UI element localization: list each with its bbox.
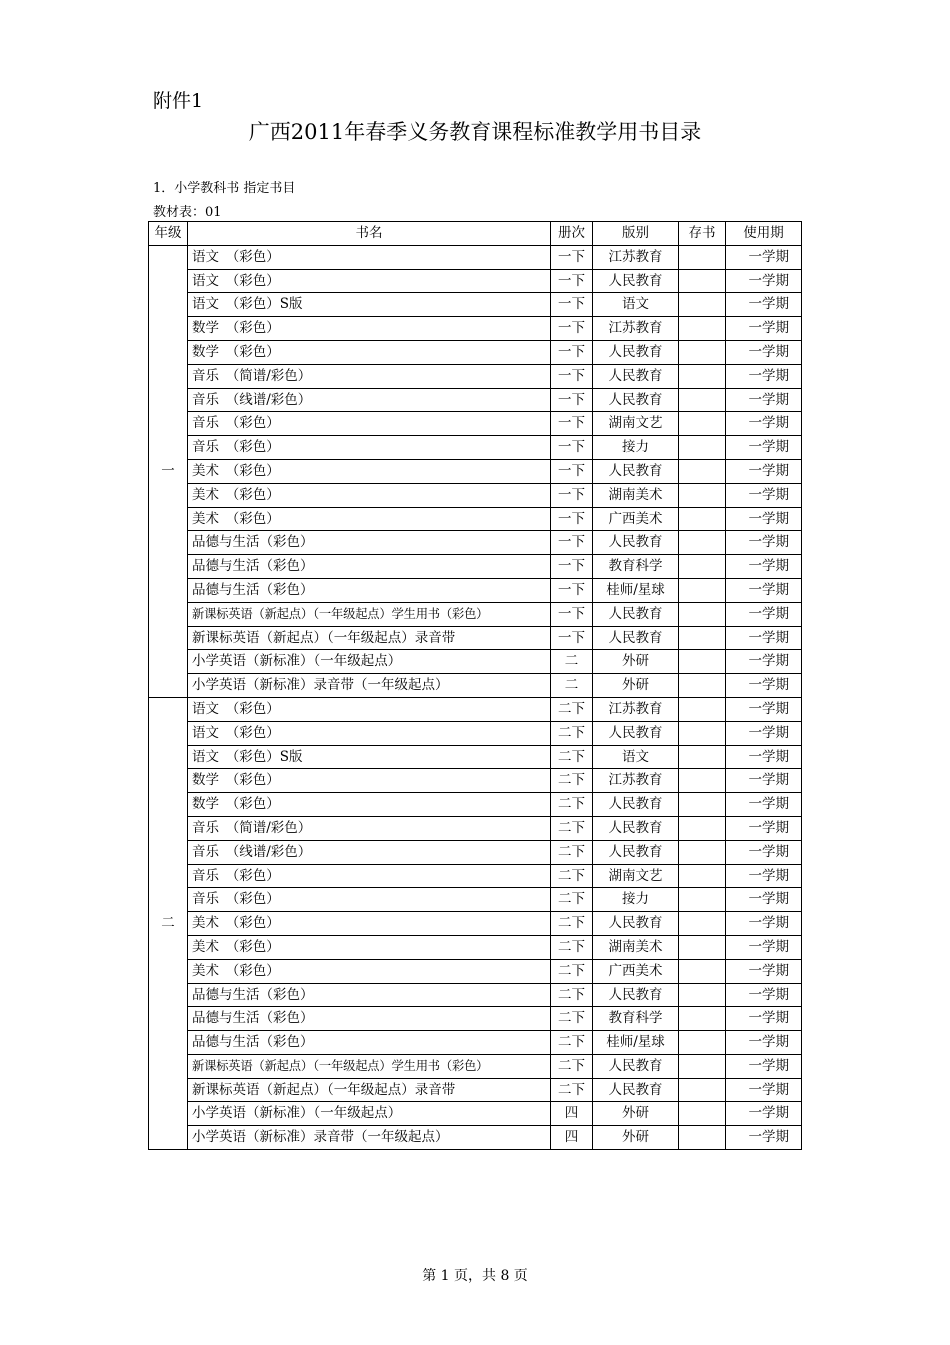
table-row [149, 436, 802, 460]
table-row [149, 959, 802, 983]
book-title-cell: 新课标英语（新起点）（一年级起点）学生用书（彩色） [188, 602, 551, 626]
table-row [149, 935, 802, 959]
publisher-cell: 接力 [593, 888, 679, 912]
book-title-cell: 小学英语（新标准）（一年级起点） [188, 1102, 551, 1126]
usage-period-cell: 一学期 [726, 721, 802, 745]
book-title-cell: 数学 （彩色） [188, 769, 551, 793]
stock-cell [679, 293, 726, 317]
publisher-cell: 广西美术 [593, 959, 679, 983]
book-title-cell: 美术 （彩色） [188, 935, 551, 959]
stock-cell [679, 959, 726, 983]
usage-period-cell: 一学期 [726, 412, 802, 436]
publisher-cell: 湖南美术 [593, 483, 679, 507]
book-title-cell: 音乐 （简谱/彩色） [188, 364, 551, 388]
publisher-cell: 人民教育 [593, 816, 679, 840]
stock-cell [679, 1078, 726, 1102]
publisher-cell: 人民教育 [593, 793, 679, 817]
stock-cell [679, 364, 726, 388]
volume-cell: 一下 [551, 602, 593, 626]
table-row [149, 388, 802, 412]
book-title-cell: 音乐 （彩色） [188, 412, 551, 436]
stock-cell [679, 697, 726, 721]
publisher-cell: 人民教育 [593, 1054, 679, 1078]
usage-period-cell: 一学期 [726, 436, 802, 460]
column-header-period: 使用期 [726, 222, 802, 246]
volume-cell: 一下 [551, 388, 593, 412]
publisher-cell: 人民教育 [593, 721, 679, 745]
stock-cell [679, 650, 726, 674]
textbook-table [148, 221, 802, 1150]
stock-cell [679, 793, 726, 817]
table-row [149, 912, 802, 936]
book-title-cell: 美术 （彩色） [188, 507, 551, 531]
publisher-cell: 教育科学 [593, 1007, 679, 1031]
table-row [149, 864, 802, 888]
usage-period-cell: 一学期 [726, 483, 802, 507]
usage-period-cell: 一学期 [726, 697, 802, 721]
publisher-cell: 人民教育 [593, 531, 679, 555]
book-title-cell: 品德与生活（彩色） [188, 555, 551, 579]
stock-cell [679, 245, 726, 269]
usage-period-cell: 一学期 [726, 459, 802, 483]
column-header-volume: 册次 [551, 222, 593, 246]
stock-cell [679, 674, 726, 698]
usage-period-cell: 一学期 [726, 959, 802, 983]
volume-cell: 二下 [551, 721, 593, 745]
publisher-cell: 人民教育 [593, 388, 679, 412]
usage-period-cell: 一学期 [726, 1126, 802, 1150]
book-title-cell: 音乐 （彩色） [188, 864, 551, 888]
publisher-cell: 外研 [593, 650, 679, 674]
grade-cell: 一 [149, 245, 188, 697]
usage-period-cell: 一学期 [726, 317, 802, 341]
table-row [149, 745, 802, 769]
volume-cell: 一下 [551, 340, 593, 364]
usage-period-cell: 一学期 [726, 602, 802, 626]
publisher-cell: 人民教育 [593, 840, 679, 864]
stock-cell [679, 269, 726, 293]
book-title-cell: 语文 （彩色）S版 [188, 745, 551, 769]
column-header-title: 书名 [188, 222, 551, 246]
stock-cell [679, 459, 726, 483]
stock-cell [679, 1102, 726, 1126]
table-row [149, 1054, 802, 1078]
book-title-cell: 语文 （彩色） [188, 269, 551, 293]
table-row [149, 1078, 802, 1102]
table-row [149, 1007, 802, 1031]
publisher-cell: 人民教育 [593, 1078, 679, 1102]
attachment-label: 附件1 [153, 90, 204, 112]
book-title-cell: 语文 （彩色） [188, 697, 551, 721]
book-title-cell: 小学英语（新标准）录音带（一年级起点） [188, 1126, 551, 1150]
table-row [149, 816, 802, 840]
volume-cell: 一下 [551, 364, 593, 388]
volume-cell: 二下 [551, 840, 593, 864]
stock-cell [679, 745, 726, 769]
usage-period-cell: 一学期 [726, 1102, 802, 1126]
volume-cell: 二下 [551, 769, 593, 793]
usage-period-cell: 一学期 [726, 293, 802, 317]
stock-cell [679, 888, 726, 912]
usage-period-cell: 一学期 [726, 364, 802, 388]
table-row [149, 364, 802, 388]
column-header-publisher: 版别 [593, 222, 679, 246]
table-row [149, 1102, 802, 1126]
table-row [149, 555, 802, 579]
volume-cell: 二 [551, 650, 593, 674]
usage-period-cell: 一学期 [726, 912, 802, 936]
table-row [149, 793, 802, 817]
book-title-cell: 品德与生活（彩色） [188, 1007, 551, 1031]
usage-period-cell: 一学期 [726, 888, 802, 912]
publisher-cell: 外研 [593, 1102, 679, 1126]
publisher-cell: 接力 [593, 436, 679, 460]
table-row [149, 531, 802, 555]
usage-period-cell: 一学期 [726, 864, 802, 888]
column-header-grade: 年级 [149, 222, 188, 246]
volume-cell: 一下 [551, 483, 593, 507]
stock-cell [679, 388, 726, 412]
stock-cell [679, 507, 726, 531]
stock-cell [679, 816, 726, 840]
usage-period-cell: 一学期 [726, 674, 802, 698]
usage-period-cell: 一学期 [726, 793, 802, 817]
table-row [149, 602, 802, 626]
table-row [149, 412, 802, 436]
page-number: 第 1 页，共 8 页 [422, 1268, 528, 1284]
book-title-cell: 品德与生活（彩色） [188, 983, 551, 1007]
volume-cell: 一下 [551, 317, 593, 341]
volume-cell: 一下 [551, 293, 593, 317]
stock-cell [679, 555, 726, 579]
table-header-row [149, 222, 802, 246]
table-row [149, 697, 802, 721]
stock-cell [679, 912, 726, 936]
stock-cell [679, 412, 726, 436]
grade-cell: 二 [149, 697, 188, 1149]
book-title-cell: 音乐 （线谱/彩色） [188, 840, 551, 864]
volume-cell: 二下 [551, 864, 593, 888]
usage-period-cell: 一学期 [726, 816, 802, 840]
volume-cell: 一下 [551, 507, 593, 531]
book-title-cell: 音乐 （简谱/彩色） [188, 816, 551, 840]
volume-cell: 一下 [551, 269, 593, 293]
book-title-cell: 品德与生活（彩色） [188, 578, 551, 602]
publisher-cell: 人民教育 [593, 983, 679, 1007]
stock-cell [679, 864, 726, 888]
book-title-cell: 品德与生活（彩色） [188, 1031, 551, 1055]
book-title-cell: 音乐 （彩色） [188, 888, 551, 912]
table-row [149, 245, 802, 269]
publisher-cell: 湖南文艺 [593, 412, 679, 436]
table-row [149, 721, 802, 745]
publisher-cell: 人民教育 [593, 364, 679, 388]
usage-period-cell: 一学期 [726, 983, 802, 1007]
publisher-cell: 语文 [593, 745, 679, 769]
usage-period-cell: 一学期 [726, 1031, 802, 1055]
volume-cell: 二下 [551, 1078, 593, 1102]
table-row [149, 1031, 802, 1055]
book-title-cell: 新课标英语（新起点）（一年级起点）学生用书（彩色） [188, 1054, 551, 1078]
usage-period-cell: 一学期 [726, 555, 802, 579]
publisher-cell: 人民教育 [593, 626, 679, 650]
book-title-cell: 美术 （彩色） [188, 959, 551, 983]
table-row [149, 888, 802, 912]
volume-cell: 一下 [551, 555, 593, 579]
volume-cell: 二下 [551, 983, 593, 1007]
stock-cell [679, 602, 726, 626]
book-title-cell: 小学英语（新标准）（一年级起点） [188, 650, 551, 674]
volume-cell: 一下 [551, 412, 593, 436]
volume-cell: 二下 [551, 816, 593, 840]
usage-period-cell: 一学期 [726, 388, 802, 412]
stock-cell [679, 1054, 726, 1078]
stock-cell [679, 935, 726, 959]
volume-cell: 四 [551, 1102, 593, 1126]
table-row [149, 626, 802, 650]
table-row [149, 674, 802, 698]
publisher-cell: 广西美术 [593, 507, 679, 531]
book-title-cell: 语文 （彩色） [188, 721, 551, 745]
book-title-cell: 数学 （彩色） [188, 340, 551, 364]
column-header-stock: 存书 [679, 222, 726, 246]
volume-cell: 二 [551, 674, 593, 698]
volume-cell: 二下 [551, 1031, 593, 1055]
stock-cell [679, 1007, 726, 1031]
book-title-cell: 数学 （彩色） [188, 793, 551, 817]
table-number: 教材表：01 [153, 205, 222, 220]
publisher-cell: 湖南文艺 [593, 864, 679, 888]
book-title-cell: 语文 （彩色） [188, 245, 551, 269]
table-row [149, 1126, 802, 1150]
volume-cell: 一下 [551, 459, 593, 483]
usage-period-cell: 一学期 [726, 650, 802, 674]
usage-period-cell: 一学期 [726, 245, 802, 269]
book-title-cell: 美术 （彩色） [188, 483, 551, 507]
volume-cell: 二下 [551, 912, 593, 936]
table-row [149, 483, 802, 507]
book-title-cell: 数学 （彩色） [188, 317, 551, 341]
publisher-cell: 桂师/星球 [593, 578, 679, 602]
section-heading: 1．小学教科书 指定书目 [153, 181, 296, 196]
volume-cell: 一下 [551, 245, 593, 269]
volume-cell: 一下 [551, 436, 593, 460]
stock-cell [679, 769, 726, 793]
stock-cell [679, 983, 726, 1007]
usage-period-cell: 一学期 [726, 1078, 802, 1102]
book-title-cell: 美术 （彩色） [188, 912, 551, 936]
stock-cell [679, 531, 726, 555]
table-body [149, 245, 802, 1149]
usage-period-cell: 一学期 [726, 340, 802, 364]
book-title-cell: 品德与生活（彩色） [188, 531, 551, 555]
publisher-cell: 江苏教育 [593, 697, 679, 721]
publisher-cell: 江苏教育 [593, 317, 679, 341]
book-title-cell: 美术 （彩色） [188, 459, 551, 483]
publisher-cell: 外研 [593, 1126, 679, 1150]
usage-period-cell: 一学期 [726, 769, 802, 793]
table-row [149, 840, 802, 864]
usage-period-cell: 一学期 [726, 269, 802, 293]
stock-cell [679, 840, 726, 864]
stock-cell [679, 626, 726, 650]
publisher-cell: 江苏教育 [593, 769, 679, 793]
table-row [149, 269, 802, 293]
publisher-cell: 教育科学 [593, 555, 679, 579]
usage-period-cell: 一学期 [726, 1054, 802, 1078]
volume-cell: 二下 [551, 1007, 593, 1031]
usage-period-cell: 一学期 [726, 1007, 802, 1031]
publisher-cell: 人民教育 [593, 912, 679, 936]
table-row [149, 507, 802, 531]
usage-period-cell: 一学期 [726, 745, 802, 769]
book-title-cell: 音乐 （线谱/彩色） [188, 388, 551, 412]
book-title-cell: 语文 （彩色）S版 [188, 293, 551, 317]
stock-cell [679, 1126, 726, 1150]
page-title: 广西2011年春季义务教育课程标准教学用书目录 [248, 120, 702, 144]
publisher-cell: 外研 [593, 674, 679, 698]
table-row [149, 293, 802, 317]
usage-period-cell: 一学期 [726, 840, 802, 864]
volume-cell: 二下 [551, 745, 593, 769]
stock-cell [679, 578, 726, 602]
volume-cell: 一下 [551, 531, 593, 555]
stock-cell [679, 340, 726, 364]
book-title-cell: 音乐 （彩色） [188, 436, 551, 460]
book-title-cell: 小学英语（新标准）录音带（一年级起点） [188, 674, 551, 698]
book-title-cell: 新课标英语（新起点）（一年级起点）录音带 [188, 626, 551, 650]
stock-cell [679, 317, 726, 341]
publisher-cell: 人民教育 [593, 459, 679, 483]
table-row [149, 317, 802, 341]
stock-cell [679, 483, 726, 507]
table-row [149, 578, 802, 602]
volume-cell: 四 [551, 1126, 593, 1150]
volume-cell: 二下 [551, 935, 593, 959]
usage-period-cell: 一学期 [726, 531, 802, 555]
volume-cell: 二下 [551, 697, 593, 721]
usage-period-cell: 一学期 [726, 626, 802, 650]
publisher-cell: 人民教育 [593, 602, 679, 626]
publisher-cell: 桂师/星球 [593, 1031, 679, 1055]
table-row [149, 769, 802, 793]
volume-cell: 二下 [551, 959, 593, 983]
usage-period-cell: 一学期 [726, 578, 802, 602]
usage-period-cell: 一学期 [726, 507, 802, 531]
publisher-cell: 人民教育 [593, 269, 679, 293]
volume-cell: 一下 [551, 578, 593, 602]
table-row [149, 983, 802, 1007]
stock-cell [679, 436, 726, 460]
usage-period-cell: 一学期 [726, 935, 802, 959]
stock-cell [679, 721, 726, 745]
volume-cell: 二下 [551, 793, 593, 817]
volume-cell: 二下 [551, 888, 593, 912]
publisher-cell: 语文 [593, 293, 679, 317]
table-row [149, 650, 802, 674]
publisher-cell: 江苏教育 [593, 245, 679, 269]
table-row [149, 340, 802, 364]
volume-cell: 一下 [551, 626, 593, 650]
publisher-cell: 人民教育 [593, 340, 679, 364]
publisher-cell: 湖南美术 [593, 935, 679, 959]
table-row [149, 459, 802, 483]
book-title-cell: 新课标英语（新起点）（一年级起点）录音带 [188, 1078, 551, 1102]
volume-cell: 二下 [551, 1054, 593, 1078]
stock-cell [679, 1031, 726, 1055]
